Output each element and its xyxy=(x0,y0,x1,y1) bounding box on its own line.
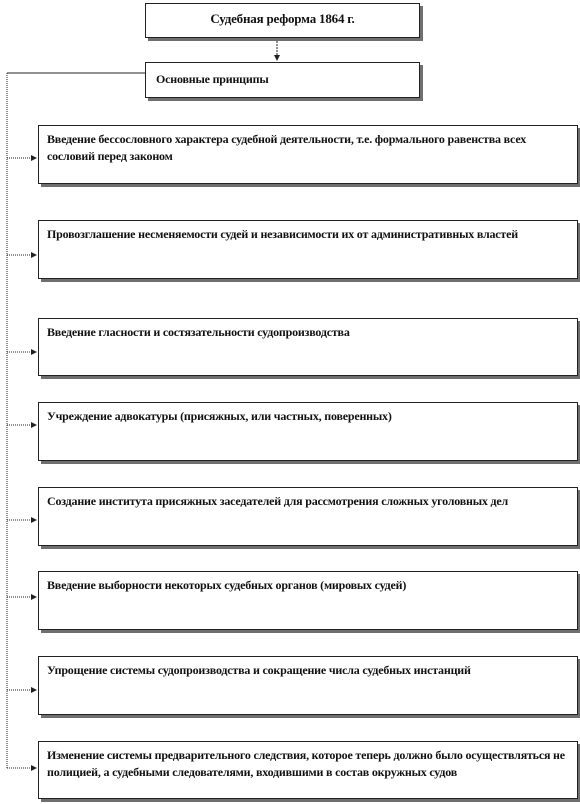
branch-arrowhead-1 xyxy=(31,155,37,161)
principle-box-4 xyxy=(38,402,578,461)
branch-arrowhead-8 xyxy=(31,765,37,771)
principle-box-6 xyxy=(38,571,578,630)
branch-arrowhead-6 xyxy=(31,594,37,600)
principle-text-6: Введение выборности некоторых судебных органов (мировых судей) xyxy=(47,578,407,592)
principle-text-8: Изменение системы предварительного следствия, которое теперь должно было осуществляться не полицией, а судебными следователями, входившими в состав окружных судов xyxy=(47,748,565,779)
principle-text-5: Создание института присяжных заседателей для рассмотрения сложных уголовных дел xyxy=(47,494,509,508)
diagram-title: Судебная реформа 1864 г. xyxy=(210,11,355,26)
branch-arrowhead-3 xyxy=(31,349,37,355)
branch-arrowhead-2 xyxy=(31,252,37,258)
principle-text-1: Введение бессословного характера судебной деятельности, т.е. формального равенства всех сословий перед законом xyxy=(47,132,527,163)
principle-box-8 xyxy=(38,741,578,799)
branch-arrowhead-5 xyxy=(31,517,37,523)
branch-arrowhead-4 xyxy=(31,422,37,428)
principle-box-5 xyxy=(38,487,578,546)
title-box xyxy=(145,3,420,38)
principle-text-4: Учреждение адвокатуры (присяжных, или частных, поверенных) xyxy=(47,409,392,423)
branch-arrowhead-7 xyxy=(31,687,37,693)
principle-box-1 xyxy=(38,125,578,184)
principle-box-2 xyxy=(38,220,578,279)
principle-text-2: Провозглашение несменяемости судей и независимости их от административных властей xyxy=(47,227,518,241)
principle-text-7: Упрощение системы судопроизводства и сокращение числа судебных инстанций xyxy=(47,663,471,677)
principles-heading: Основные принципы xyxy=(156,72,269,86)
principle-box-7 xyxy=(38,656,578,715)
principle-box-3 xyxy=(38,318,578,376)
principles-box xyxy=(145,62,420,98)
principle-text-3: Введение гласности и состязательности судопроизводства xyxy=(47,325,350,339)
